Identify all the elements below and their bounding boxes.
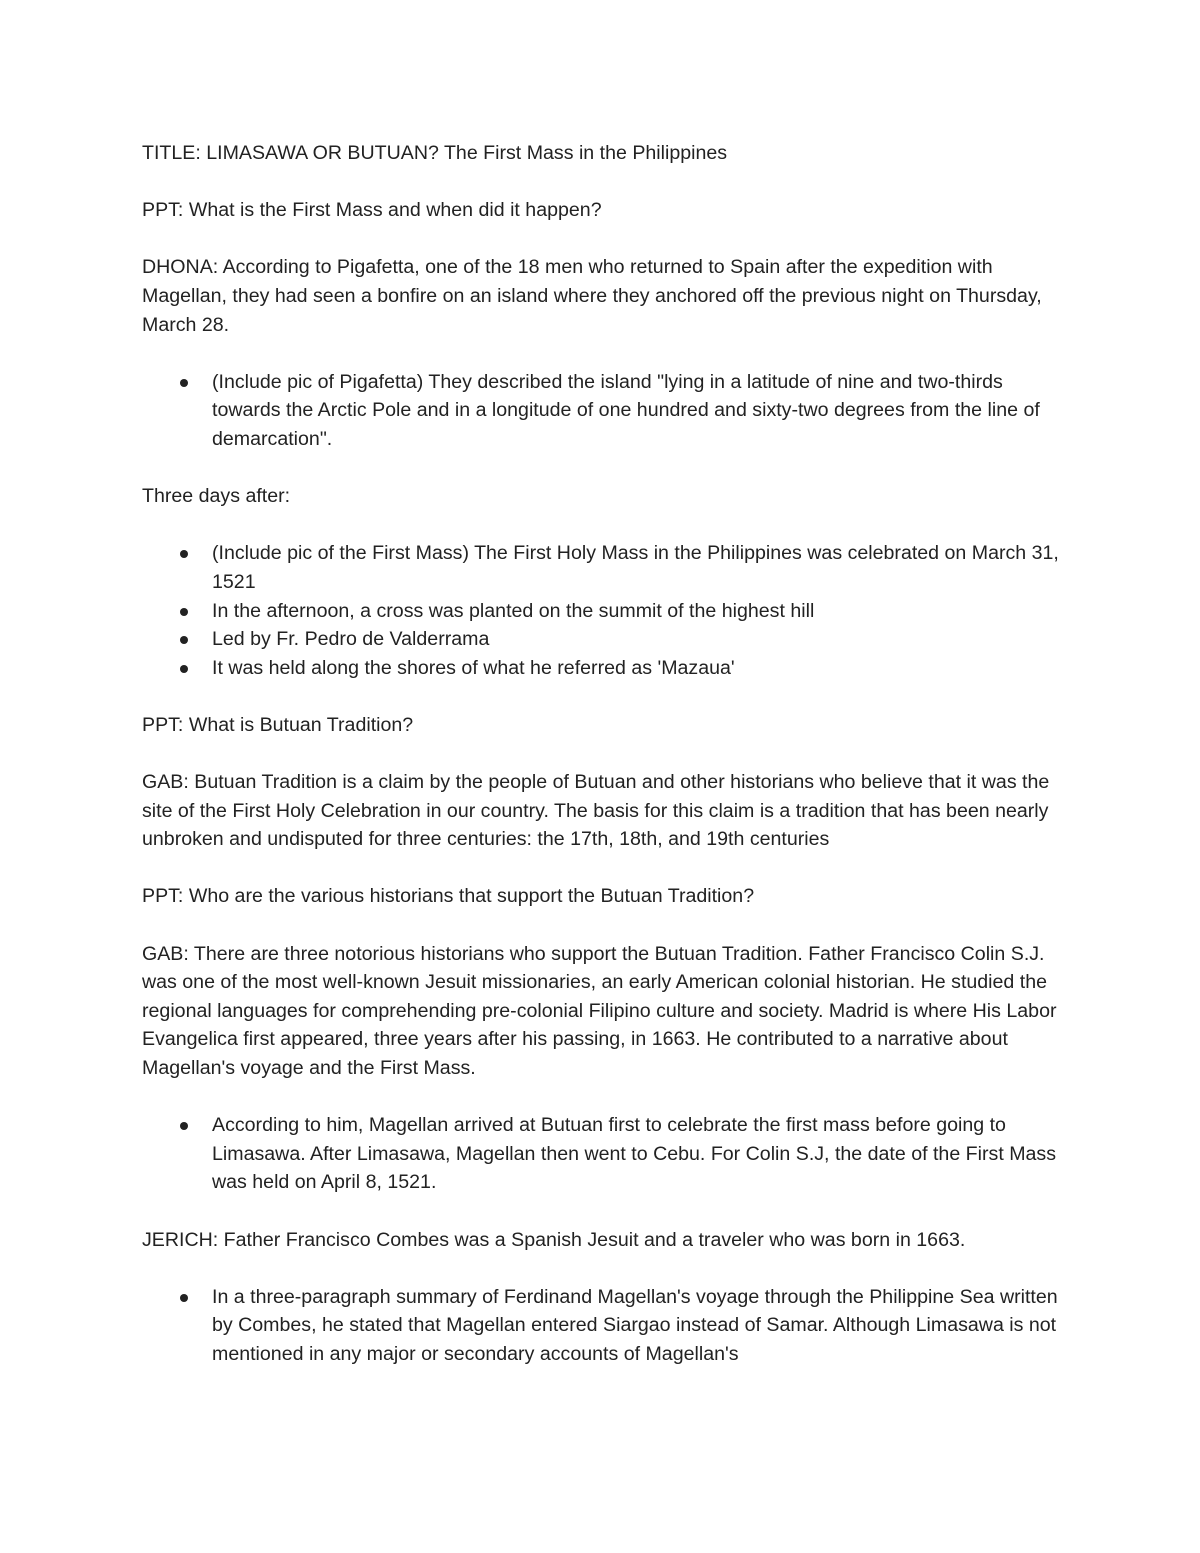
- first-mass-bullet-list: [142, 539, 1064, 682]
- list-item: [142, 1111, 1064, 1197]
- list-item-text: (Include pic of Pigafetta) They described the island "lying in a latitude of nine and two-thirds towards the Arctic Pole and in a longitude of one hundred and sixty-two degrees from the line of demarcation".: [212, 370, 1040, 450]
- dhona-bullet-list: [142, 368, 1064, 454]
- gab-paragraph-historians: GAB: There are three notorious historians who support the Butuan Tradition. Father Francisco Colin S.J. was one of the most well-known Jesuit missionaries, an early American colonial historian. He studied the regional languages for comprehending pre-colonial Filipino culture and society. Madrid is where His Labor Evangelica first appeared, three years after his passing, in 1663. He contributed to a narrative about Magellan's voyage and the First Mass.: [142, 942, 1057, 1079]
- combes-bullet-list: [142, 1283, 1064, 1369]
- ppt-question-historians: PPT: Who are the various historians that support the Butuan Tradition?: [142, 885, 755, 908]
- bullet-icon: [180, 665, 188, 673]
- bullet-icon: [180, 379, 188, 387]
- dhona-paragraph: DHONA: According to Pigafetta, one of the 18 men who returned to Spain after the expedition with Magellan, they had seen a bonfire on an island where they anchored off the previous night on Thursday, March 28.: [142, 256, 1042, 336]
- bullet-icon: [180, 1122, 188, 1130]
- list-item-text: Led by Fr. Pedro de Valderrama: [212, 628, 490, 651]
- list-item: [142, 597, 1064, 626]
- bullet-icon: [180, 636, 188, 644]
- list-item: [142, 368, 1064, 454]
- bullet-icon: [180, 550, 188, 558]
- list-item-text: (Include pic of the First Mass) The First Holy Mass in the Philippines was celebrated on March 31, 1521: [212, 542, 1059, 593]
- list-item: [142, 1283, 1064, 1369]
- document-title-line: TITLE: LIMASAWA OR BUTUAN? The First Mass in the Philippines: [142, 142, 728, 164]
- list-item-text: In a three-paragraph summary of Ferdinand Magellan's voyage through the Philippine Sea written by Combes, he stated that Magellan entered Siargao instead of Samar. Although Limasawa is not mentioned in any major or secondary accounts of Magellan's: [212, 1285, 1058, 1365]
- colin-bullet-list: [142, 1111, 1064, 1197]
- list-item: [142, 539, 1064, 596]
- jerich-paragraph: JERICH: Father Francisco Combes was a Spanish Jesuit and a traveler who was born in 1663.: [142, 1228, 966, 1251]
- list-item-text: In the afternoon, a cross was planted on the summit of the highest hill: [212, 599, 815, 622]
- ppt-question-butuan-tradition: PPT: What is Butuan Tradition?: [142, 713, 414, 736]
- gab-paragraph-tradition: GAB: Butuan Tradition is a claim by the people of Butuan and other historians who believe that it was the site of the First Holy Celebration in our country. The basis for this claim is a tradition that has been nearly unbroken and undisputed for three centuries: the 17th, 18th, and 19th centuries: [142, 771, 1050, 851]
- list-item-text: According to him, Magellan arrived at Butuan first to celebrate the first mass before going to Limasawa. After Limasawa, Magellan then went to Cebu. For Colin S.J, the date of the First Mass was held on April 8, 1521.: [212, 1114, 1057, 1194]
- document-body: [142, 139, 1064, 1369]
- ppt-question-first-mass: PPT: What is the First Mass and when did it happen?: [142, 199, 602, 222]
- list-item: [142, 625, 1064, 654]
- list-item: [142, 654, 1064, 683]
- bullet-icon: [180, 1294, 188, 1302]
- list-item-text: It was held along the shores of what he referred as 'Mazaua': [212, 656, 735, 679]
- bullet-icon: [180, 608, 188, 616]
- three-days-after-label: Three days after:: [142, 485, 291, 508]
